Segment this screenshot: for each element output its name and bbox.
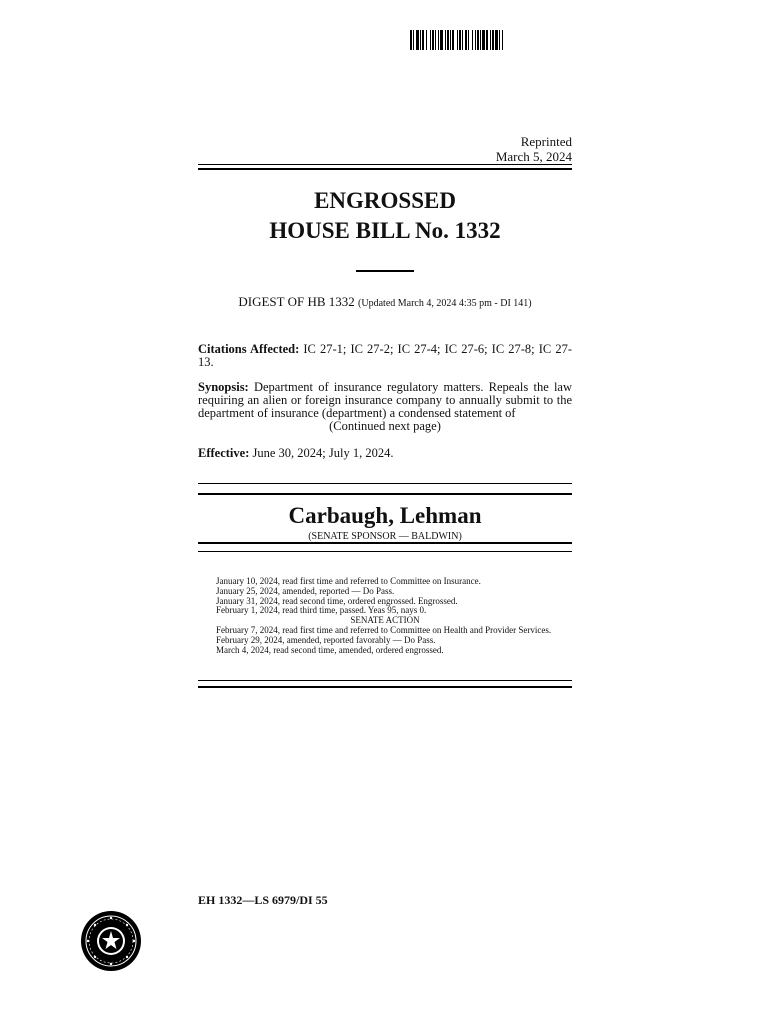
history-item: January 10, 2024, read first time and referred to Committee on Insurance. — [216, 576, 481, 586]
digest-label: DIGEST OF HB 1332 — [238, 294, 355, 309]
history-item: January 25, 2024, amended, reported — Do Pass. — [216, 585, 395, 596]
effective-label: Effective: — [198, 446, 250, 460]
history-item: January 31, 2024, read second time, ordered engrossed. Engrossed. — [216, 595, 458, 606]
bill-code: EH 1332—LS 6979/DI 55 — [198, 893, 328, 907]
history-item: February 1, 2024, read third time, passed. Yeas 95, nays 0. — [216, 605, 427, 616]
divider — [198, 542, 572, 544]
reprint-block — [420, 134, 572, 164]
bill-title-line1: ENGROSSED — [314, 188, 456, 213]
divider — [198, 551, 572, 552]
synopsis-text: Department of insurance regulatory matters. Repeals the law requiring an alien or foreign insurance company to annually submit to the department of insurance (department) a condensed statement of — [198, 380, 573, 420]
state-seal-icon — [80, 910, 142, 972]
synopsis-label: Synopsis: — [198, 380, 249, 394]
divider — [198, 164, 572, 165]
history-item: March 4, 2024, read second time, amended, ordered engrossed. — [216, 644, 444, 655]
citations-affected — [198, 343, 572, 369]
reprint-label: Reprinted — [520, 134, 572, 149]
effective-date — [198, 447, 572, 460]
digest-heading — [198, 294, 572, 310]
reprint-date: March 5, 2024 — [495, 149, 572, 164]
legislative-history — [198, 577, 572, 655]
bill-title-line2: HOUSE BILL No. 1332 — [269, 218, 501, 243]
divider — [198, 680, 572, 681]
barcode-icon — [410, 30, 588, 50]
barcode-bar — [503, 30, 504, 50]
continued-note: (Continued next page) — [329, 419, 441, 433]
divider — [198, 168, 572, 170]
divider — [198, 483, 572, 484]
citations-label: Citations Affected: — [198, 342, 300, 356]
synopsis — [198, 381, 572, 433]
senate-sponsor: (SENATE SPONSOR — BALDWIN) — [308, 531, 462, 542]
senate-action-heading: SENATE ACTION — [350, 615, 420, 626]
effective-text: June 30, 2024; July 1, 2024. — [252, 446, 394, 460]
divider — [198, 493, 572, 495]
history-item: February 7, 2024, read first time and referred to Committee on Health and Provider Services. — [216, 624, 552, 635]
digest-updated: (Updated March 4, 2024 4:35 pm - DI 141) — [358, 298, 532, 309]
history-item: February 29, 2024, amended, reported favorably — Do Pass. — [216, 634, 436, 645]
citations-text: IC 27-1; IC 27-2; IC 27-4; IC 27-6; IC 27-8; IC 27-13. — [198, 342, 572, 369]
divider — [356, 270, 414, 272]
authors: Carbaugh, Lehman — [288, 503, 482, 528]
divider — [198, 686, 572, 688]
